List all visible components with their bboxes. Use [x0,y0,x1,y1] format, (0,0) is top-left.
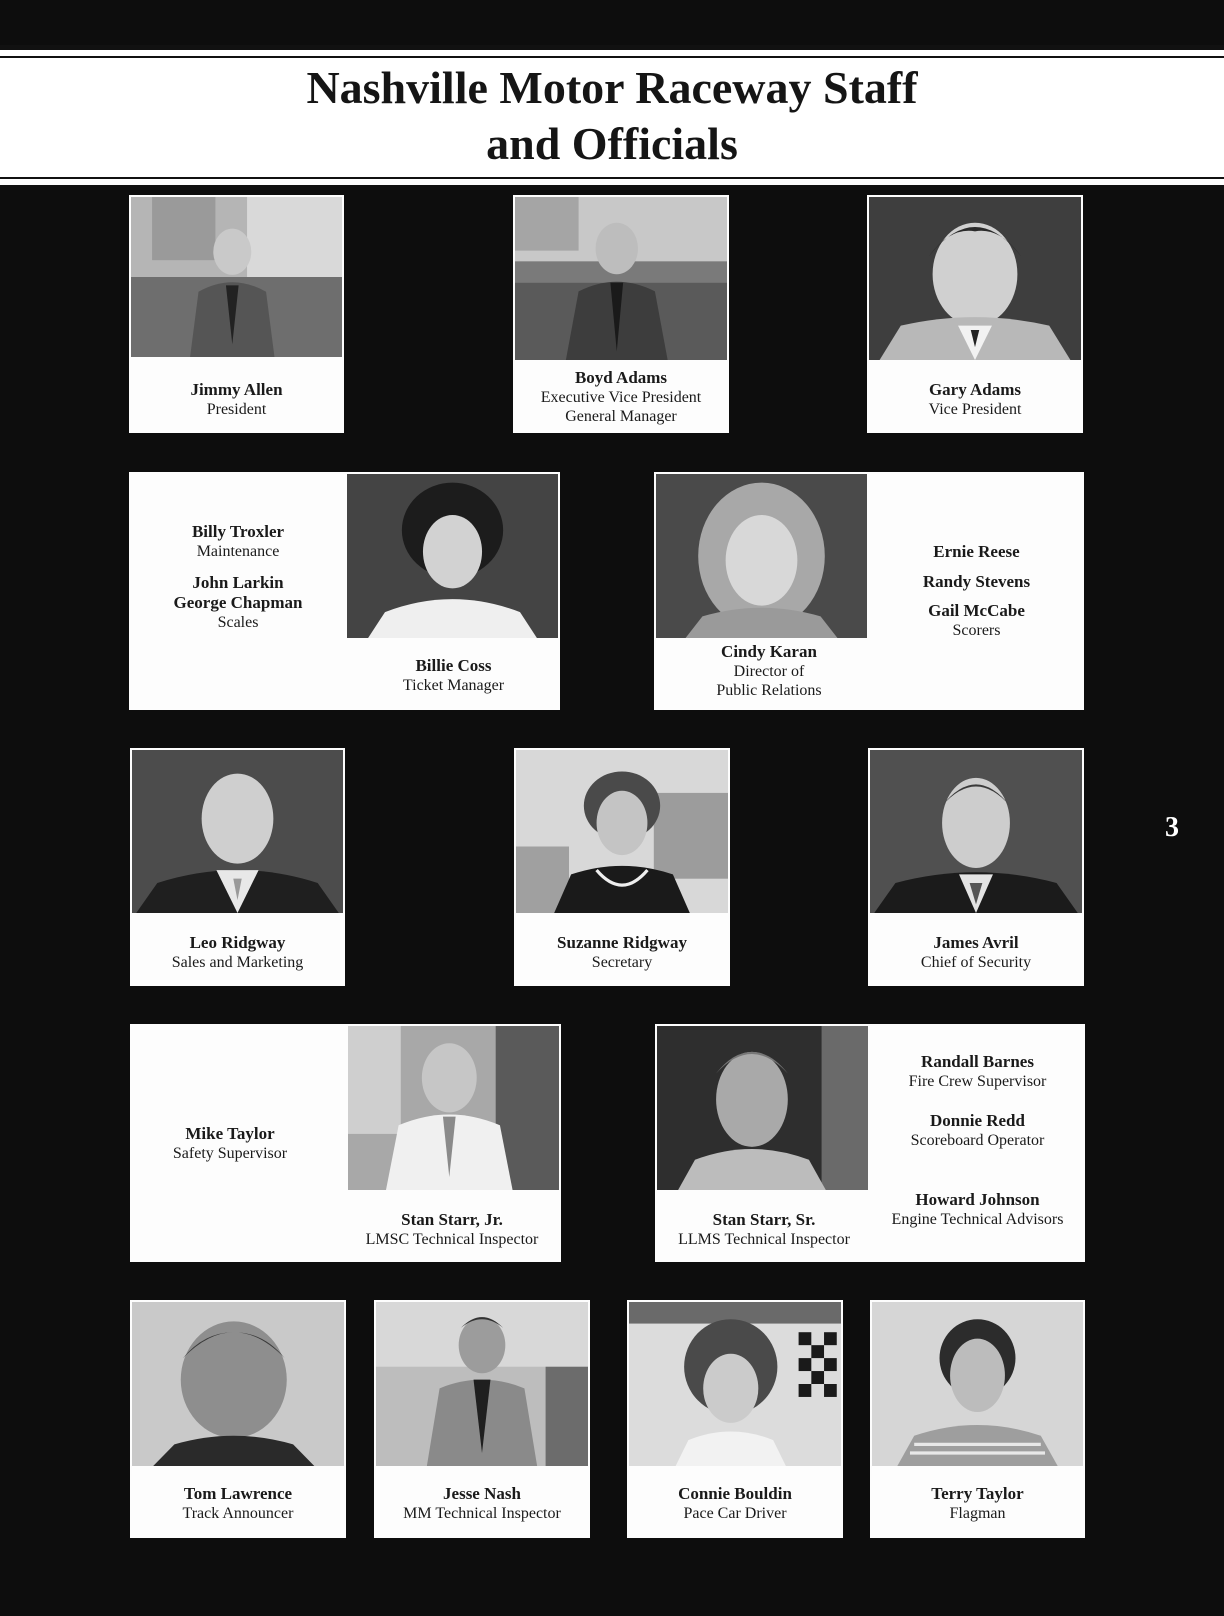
page-number: 3 [1165,812,1179,843]
staff-name: Mike Taylor [185,1124,275,1143]
staff-role: Scorers [952,622,1001,639]
staff-role: Chief of Security [920,954,1032,971]
spacer [870,1091,1085,1111]
caption [627,1484,843,1523]
staff-card-boyd-adams [513,195,729,433]
portrait-photo [132,1302,344,1466]
staff-name: Connie Bouldin [678,1484,792,1503]
staff-role-line-1: Director of [733,663,805,680]
spacer [869,592,1084,601]
portrait-photo [132,750,343,913]
staff-name: Ernie Reese [933,542,1020,561]
staff-role: Scales [217,614,259,631]
portrait-photo [657,1026,868,1190]
staff-card-james-avril [868,748,1084,986]
staff-name: Boyd Adams [574,368,668,387]
staff-role: Safety Supervisor [172,1145,288,1162]
caption [868,933,1084,972]
header-band [0,45,1224,190]
staff-role: Ticket Manager [402,677,505,694]
portrait-photo [516,750,728,913]
staff-role-line-2: Public Relations [716,682,822,699]
staff-name: Donnie Redd [930,1111,1025,1130]
staff-name: Stan Starr, Jr. [401,1210,503,1229]
staff-name: Jesse Nash [443,1484,521,1503]
portrait-photo [656,474,867,638]
staff-name: Cindy Karan [721,642,817,661]
portrait-photo [376,1302,588,1466]
caption [130,1124,330,1163]
staff-name: Howard Johnson [915,1190,1040,1209]
staff-name: Stan Starr, Sr. [712,1210,816,1229]
caption [347,656,560,695]
staff-role: Pace Car Driver [683,1505,787,1522]
portrait-photo [348,1026,559,1190]
caption [867,380,1083,419]
caption [129,380,344,419]
staff-name: Billy Troxler [191,522,285,541]
header-rule-top [0,56,1224,58]
spacer [869,562,1084,572]
portrait-photo [347,474,558,638]
staff-card-connie-bouldin [627,1300,843,1538]
staff-role: Flagman [949,1505,1006,1522]
staff-role: Vice President [928,401,1022,418]
caption [513,368,729,426]
caption [514,933,730,972]
staff-card-group-safety-lmsc [130,1024,561,1262]
staff-role: Track Announcer [182,1505,294,1522]
page-title-line-1: Nashville Motor Raceway Staff [306,62,918,113]
staff-name: Gail McCabe [928,601,1025,620]
staff-role: Engine Technical Advisors [891,1211,1064,1228]
staff-name: Randall Barnes [921,1052,1034,1071]
staff-name: Tom Lawrence [183,1484,293,1503]
staff-name: John Larkin [192,573,284,592]
caption [130,1484,346,1523]
page-title-line-2: and Officials [486,118,738,169]
portrait-photo [515,197,727,360]
staff-role: Secretary [591,954,653,971]
staff-name: George Chapman [173,593,303,612]
staff-name: Randy Stevens [922,572,1031,591]
staff-role-line-1: Executive Vice President [540,389,702,406]
staff-card-jimmy-allen [129,195,344,433]
portrait-photo [872,1302,1083,1466]
staff-card-jesse-nash [374,1300,590,1538]
staff-role: Sales and Marketing [171,954,304,971]
spacer [870,1150,1085,1190]
staff-name: Terry Taylor [931,1484,1024,1503]
staff-card-tom-lawrence [130,1300,346,1538]
staff-card-group-maintenance-ticket [129,472,560,710]
caption [655,1210,873,1249]
staff-name: James Avril [933,933,1019,952]
staff-role: LMSC Technical Inspector [365,1231,539,1248]
staff-role: Maintenance [196,543,280,560]
staff-card-leo-ridgway [130,748,345,986]
caption-maintenance-scales [129,522,347,632]
caption [343,1210,561,1249]
staff-role: LLMS Technical Inspector [678,1231,850,1248]
staff-name: Billie Coss [415,656,492,675]
staff-name: Jimmy Allen [190,380,283,399]
staff-role: Scoreboard Operator [910,1132,1045,1149]
page-title [0,60,1224,172]
staff-role: Fire Crew Supervisor [908,1073,1047,1090]
portrait-photo [869,197,1081,360]
staff-card-gary-adams [867,195,1083,433]
caption [654,642,884,700]
staff-name: Leo Ridgway [189,933,286,952]
portrait-photo [629,1302,841,1466]
staff-role: President [206,401,267,418]
staff-name: Suzanne Ridgway [557,933,687,952]
staff-card-group-pr-scorers [654,472,1084,710]
caption [870,1484,1085,1523]
header-rule-bottom [0,177,1224,179]
spacer [129,561,347,573]
staff-card-suzanne-ridgway [514,748,730,986]
caption [130,933,345,972]
portrait-photo [870,750,1082,913]
caption-crew [870,1052,1085,1229]
staff-card-terry-taylor [870,1300,1085,1538]
staff-name: Gary Adams [928,380,1022,399]
staff-card-group-llms-crew [655,1024,1085,1262]
staff-role-line-2: General Manager [565,408,677,425]
portrait-photo [131,197,342,357]
caption [374,1484,590,1523]
staff-role: MM Technical Inspector [403,1505,561,1522]
caption-scorers [869,542,1084,640]
